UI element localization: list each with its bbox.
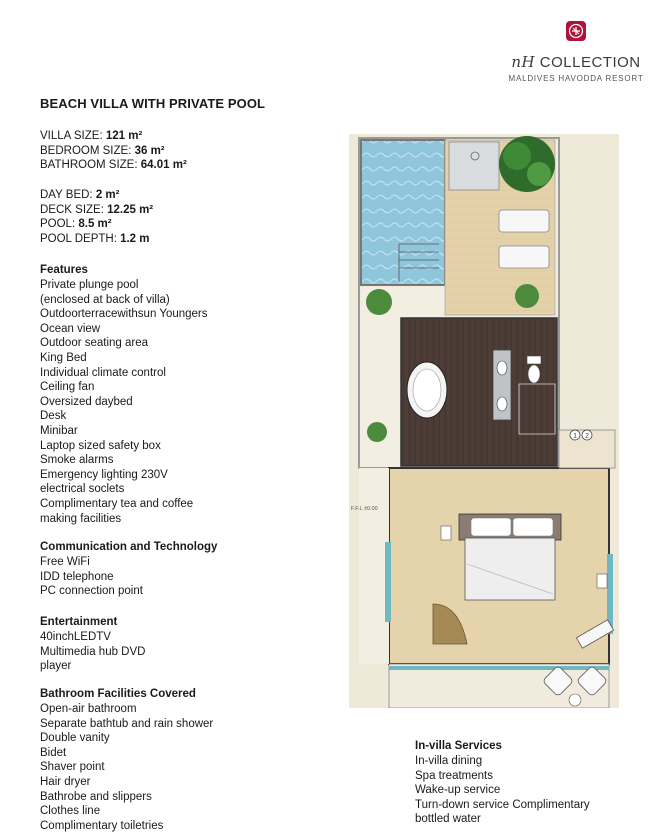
- list-item: PC connection point: [40, 585, 143, 598]
- list-item: Laptop sized safety box: [40, 439, 161, 452]
- page-title: BEACH VILLA WITH PRIVATE POOL: [40, 96, 266, 111]
- list-item: Smoke alarms: [40, 454, 114, 467]
- detail-row: [40, 188, 330, 203]
- detail-value: 8.5 m²: [78, 218, 112, 231]
- list-item: Oversized daybed: [40, 395, 133, 408]
- entertainment-heading: Entertainment: [40, 616, 118, 628]
- list-item: IDD telephone: [40, 570, 114, 583]
- vanity-icon: [493, 350, 511, 420]
- features-heading: Features: [40, 264, 88, 276]
- list-item: Desk: [40, 410, 67, 423]
- list-item: King Bed: [40, 351, 87, 364]
- features-section: [40, 263, 330, 526]
- list-item: Complimentary tea and coffee: [40, 497, 194, 510]
- list-item: Emergency lighting 230V: [40, 468, 168, 481]
- list-item: bottled water: [415, 813, 481, 826]
- list-item: Individual climate control: [40, 366, 166, 379]
- villa-sizes: [40, 129, 330, 173]
- list-item: In-villa dining: [415, 755, 483, 767]
- size-value: 121 m²: [105, 130, 143, 142]
- list-item: electrical soclets: [40, 483, 125, 496]
- list-item: Ocean view: [40, 322, 101, 335]
- bathroom-section: [40, 687, 330, 833]
- floor-plan: [349, 134, 619, 708]
- bed-icon: [459, 514, 561, 600]
- brand-name: [506, 53, 646, 72]
- list-item: making facilities: [40, 512, 122, 525]
- size-value: 64.01 m²: [140, 159, 187, 172]
- brand-subtitle: MALDIVES HAVODDA RESORT: [508, 74, 644, 83]
- list-item: Multimedia hub DVD: [40, 645, 146, 658]
- list-item: Clothes line: [40, 805, 101, 818]
- list-item: Bathrobe and slippers: [40, 790, 152, 803]
- communication-section: [40, 540, 330, 599]
- level-label: F.F.L ±0.00: [351, 506, 378, 512]
- communication-heading: Communication and Technology: [40, 541, 218, 553]
- size-label: BATHROOM SIZE:: [40, 159, 141, 172]
- detail-row: [40, 217, 330, 232]
- detail-value: 2 m²: [95, 189, 120, 201]
- nh-logo-icon: [565, 20, 587, 42]
- list-item: Shaver point: [40, 761, 105, 774]
- detail-label: DECK SIZE:: [40, 203, 108, 216]
- list-item: player: [40, 660, 72, 673]
- list-item: 40inchLEDTV: [40, 631, 111, 643]
- list-item: Turn-down service Complimentary: [415, 798, 590, 811]
- list-item: Private plunge pool: [40, 279, 139, 291]
- shower-area: [449, 142, 499, 190]
- detail-row: [40, 232, 330, 247]
- bathroom-heading: Bathroom Facilities Covered: [40, 688, 196, 700]
- floor-plan-drawing: [349, 134, 619, 708]
- list-item: Complimentary toiletries: [40, 819, 164, 832]
- size-row: [40, 144, 330, 159]
- size-value: 36 m²: [134, 144, 165, 157]
- toilet-icon: [527, 356, 541, 383]
- detail-row: [40, 203, 330, 218]
- tree-icon: [499, 136, 555, 192]
- detail-label: POOL:: [40, 218, 79, 231]
- detail-value: 12.25 m²: [107, 203, 154, 216]
- size-label: BEDROOM SIZE:: [40, 144, 135, 157]
- services-heading: In-villa Services: [415, 740, 502, 752]
- list-item: (enclosed at back of villa): [40, 293, 170, 306]
- villa-details: [40, 188, 330, 246]
- brand-logo: [506, 20, 646, 83]
- list-item: Wake-up service: [415, 784, 501, 797]
- list-item: Bidet: [40, 746, 67, 759]
- services-section: [415, 739, 645, 827]
- list-item: Minibar: [40, 424, 78, 437]
- plan-marker-1: 1: [573, 432, 577, 440]
- plan-marker-2: 2: [585, 432, 589, 440]
- pool-shape: [361, 140, 445, 285]
- brand-name-suffix: COLLECTION: [535, 54, 641, 71]
- list-item: Hair dryer: [40, 775, 91, 788]
- list-item: Outdoor seating area: [40, 337, 149, 350]
- size-row: [40, 158, 330, 173]
- list-item: Double vanity: [40, 732, 110, 745]
- detail-value: 1.2 m: [120, 232, 150, 245]
- list-item: Free WiFi: [40, 556, 90, 568]
- detail-label: POOL DEPTH:: [40, 232, 121, 245]
- brand-name-prefix: nH: [511, 53, 536, 71]
- size-label: VILLA SIZE:: [40, 130, 106, 142]
- entertainment-section: [40, 615, 330, 674]
- detail-label: DAY BED:: [40, 189, 96, 201]
- list-item: Ceiling fan: [40, 381, 95, 394]
- bathtub-icon: [407, 362, 447, 418]
- list-item: Separate bathtub and rain shower: [40, 717, 214, 730]
- size-row: [40, 129, 330, 144]
- list-item: Open-air bathroom: [40, 703, 137, 715]
- list-item: Outdoorterracewithsun Youngers: [40, 308, 208, 321]
- list-item: Spa treatments: [415, 769, 493, 782]
